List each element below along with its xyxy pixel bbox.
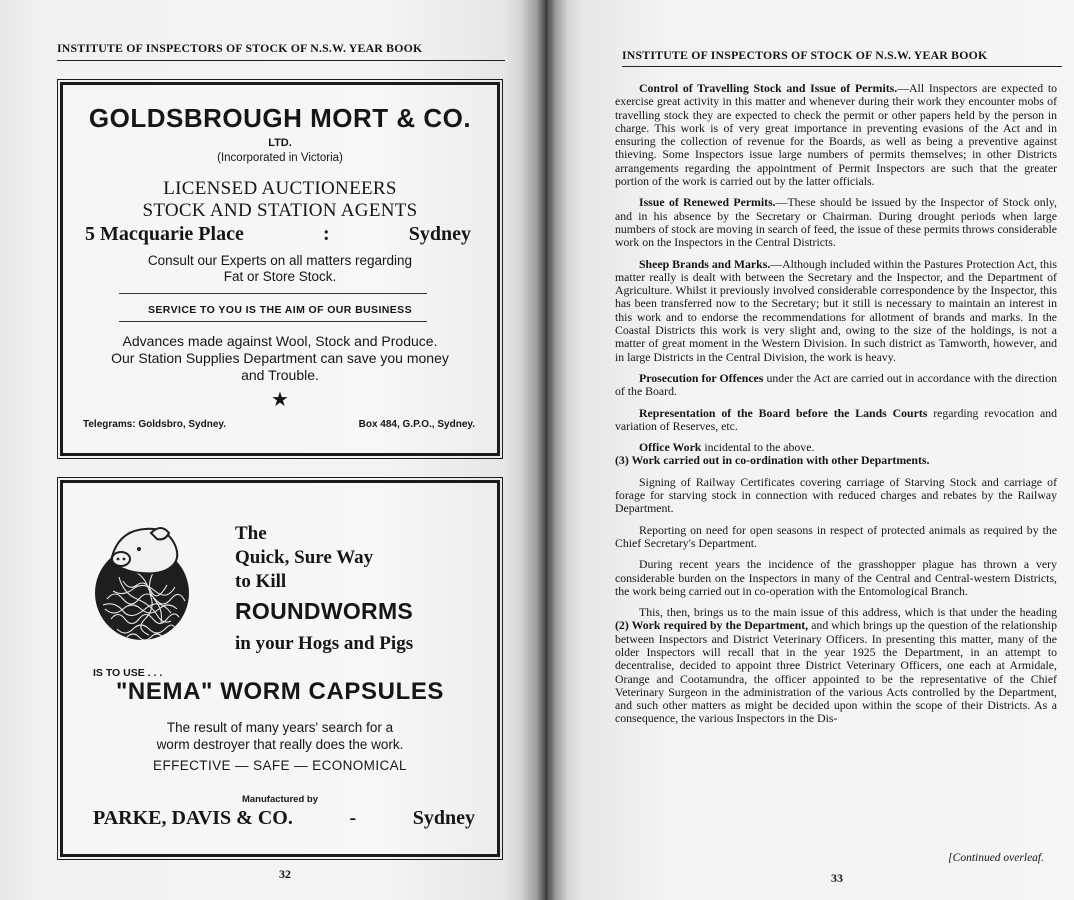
text-prosecution: under the Act are carried out in accordance with the direction of the Board. (615, 370, 1058, 399)
star-icon: ★ (271, 389, 289, 411)
pig-and-worms-illustration (93, 521, 191, 651)
divider-bottom (119, 321, 427, 322)
licensed-block (63, 178, 497, 222)
text-main-issue-c: and which brings up the question of the relationship between Inspectors and District Veterinary Officers. In presenting this matter, many of the older Inspectors will recall that in the year 1925 the Department, in an attempt to decentralise, decided to appoint three District Veterinary Officers, one each at Armidale, Orange and Cootamundra, the officer appointed to be the representative of the Chief Veterinary Surgeon in the administration of the various Acts controlled by the Department, and such other matters as might be decided upon within the scope of their Districts. As a consequence, the various Inspectors in the Dis- (615, 618, 1057, 726)
paragraph-main-issue (615, 606, 1057, 726)
advances-line-2: Our Station Supplies Department can save you money (111, 350, 449, 366)
result-line-1: The result of many years' search for a (166, 720, 394, 735)
text-main-issue-a: This, then, brings us to the main issue of this address, which is that under the heading (639, 605, 1057, 620)
headline-the: The (235, 523, 267, 544)
heading-renewed-permits: Issue of Renewed Permits. (639, 195, 776, 210)
incorporated-note: (Incorporated in Victoria) (217, 152, 343, 164)
manufacturer-city: Sydney (412, 807, 475, 829)
hogs-and-pigs: in your Hogs and Pigs (235, 633, 414, 654)
running-head-right: INSTITUTE OF INSPECTORS OF STOCK OF N.S.W. YEAR BOOK (622, 48, 988, 62)
running-head-left: INSTITUTE OF INSPECTORS OF STOCK OF N.S.W. YEAR BOOK (57, 41, 423, 55)
headline-quick: Quick, Sure Way (235, 547, 374, 568)
text-renewed-permits: —These should be issued by the Inspector of Stock only, and in his absence by the Secretary or Chairman. During drought periods when large numbers of stock are moving in search of feed, the issue of these permits throws considerable work on the Inspectors in the Central Districts. (615, 195, 1057, 250)
heading-sheep-brands: Sheep Brands and Marks. (639, 256, 771, 271)
article-body (615, 82, 1057, 734)
heading-section-3: (3) Work carried out in co-ordination with other Departments. (615, 453, 930, 468)
headline-to-kill: to Kill (235, 571, 287, 592)
page-number-left: 32 (279, 867, 291, 881)
consult-text (63, 253, 497, 285)
heading-work-required: (2) Work required by the Department, (615, 618, 809, 633)
paragraph-grasshopper: During recent years the incidence of the grasshopper plague has thrown a very considerable burden on the Inspectors in many of the Central and Central-western Districts, the work being carried out in co-operation with the Entomological Branch. (615, 557, 1057, 598)
heading-travelling-stock: Control of Travelling Stock and Issue of Permits. (639, 81, 898, 95)
manufacturer-separator: - (349, 807, 357, 829)
paragraph-railway: Signing of Railway Certificates covering carriage of Starving Stock and carriage of forage for starving stock in connection with reduced charges and rebates by the Railway Department. (615, 474, 1057, 516)
licensed-line-1: LICENSED AUCTIONEERS (163, 178, 397, 199)
consult-line-2: Fat or Store Stock. (223, 269, 337, 284)
licensed-line-2: STOCK AND STATION AGENTS (142, 200, 418, 221)
consult-line-1: Consult our Experts on all matters regarding (147, 253, 413, 268)
manufacturer-name: PARKE, DAVIS & CO. (93, 807, 293, 829)
paragraph-office-work (615, 441, 1057, 454)
manufactured-by: Manufactured by (241, 794, 318, 805)
advances-text (63, 333, 497, 384)
text-office-work: incidental to the above. (701, 440, 815, 455)
book-spine-shadow (520, 0, 568, 900)
head-rule-left (57, 60, 505, 61)
po-box: Box 484, G.P.O., Sydney. (358, 419, 475, 430)
address-line (85, 223, 471, 246)
continued-overleaf: [Continued overleaf. (948, 852, 1044, 864)
company-name: GOLDSBROUGH MORT & CO. (88, 103, 472, 133)
paragraph-renewed-permits (615, 196, 1057, 249)
manufacturer-line (93, 807, 475, 830)
roundworms-heading: ROUNDWORMS (235, 598, 414, 624)
address-street: 5 Macquarie Place (85, 223, 244, 245)
telegrams: Telegrams: Goldsbro, Sydney. (83, 419, 226, 430)
effective-safe-economical: EFFECTIVE — SAFE — ECONOMICAL (153, 758, 407, 773)
nema-worm-capsules-advert (60, 480, 500, 857)
head-rule-right (622, 66, 1062, 67)
divider-top (119, 293, 427, 294)
section-heading-3 (615, 454, 1057, 467)
service-slogan: SERVICE TO YOU IS THE AIM OF OUR BUSINESS (148, 304, 412, 316)
heading-office-work: Office Work (639, 440, 702, 455)
company-ltd: LTD. (268, 137, 292, 149)
paragraph-travelling-stock (615, 82, 1057, 188)
paragraph-prosecution (615, 372, 1057, 399)
is-to-use: IS TO USE . . . (93, 667, 163, 679)
right-page (550, 0, 1074, 900)
text-representation: regarding revocation and variation of Reserves, etc. (615, 405, 1057, 433)
address-city: Sydney (408, 223, 471, 245)
headline-block (235, 522, 373, 594)
paragraph-representation (615, 407, 1057, 434)
text-travelling-stock: —All Inspectors are expected to exercise great activity in this matter and whenever during their work they encounter mobs of travelling stock they are expected to check the permit or other papers held by the person in charge. This work is of very great importance in preventing evasions of the Act and in ensuring the collection of revenue for the Boards, as well as being a preventive against thieving. Some Inspectors issue large numbers of permits themselves; in other Districts arrangements regarding the appointment of Permit Inspectors are such that the greater portion of the work is carried out by the latter officials. (615, 81, 1057, 189)
text-sheep-brands: —Although included within the Pastures Protection Act, this matter really is dealt with between the Secretary and the Inspector, and the Department of Agriculture. Whilst it previously involved considerable correspondence by the Inspector, this has been transferred now to the Secretary; but it still is necessary to maintain an interest in this work and to endorse the recommendations for allotment of brands and marks. In the Coastal Districts this work is very slight and, owing to the size of the holdings, is not a matter of great moment in the Western Division. In such district as Tamworth, however, and in large Districts in the Central Division, the work is heavy. (615, 256, 1058, 364)
page-number-right: 33 (831, 871, 843, 885)
goldsbrough-mort-advert (60, 82, 500, 456)
paragraph-sheep-brands (615, 258, 1057, 364)
heading-prosecution: Prosecution for Offences (639, 370, 764, 385)
result-line-2: worm destroyer that really does the work. (156, 737, 404, 752)
heading-representation: Representation of the Board before the Lands Courts (639, 405, 928, 420)
advances-line-3: and Trouble. (241, 367, 319, 383)
advances-line-1: Advances made against Wool, Stock and Produce. (122, 333, 438, 349)
address-separator: : (322, 223, 330, 245)
paragraph-open-seasons: Reporting on need for open seasons in respect of protected animals as required by the Chief Secretary's Department. (615, 522, 1057, 550)
result-text (63, 719, 497, 753)
worm-capsules-heading: "NEMA" WORM CAPSULES (115, 678, 445, 705)
contact-line (83, 419, 475, 430)
